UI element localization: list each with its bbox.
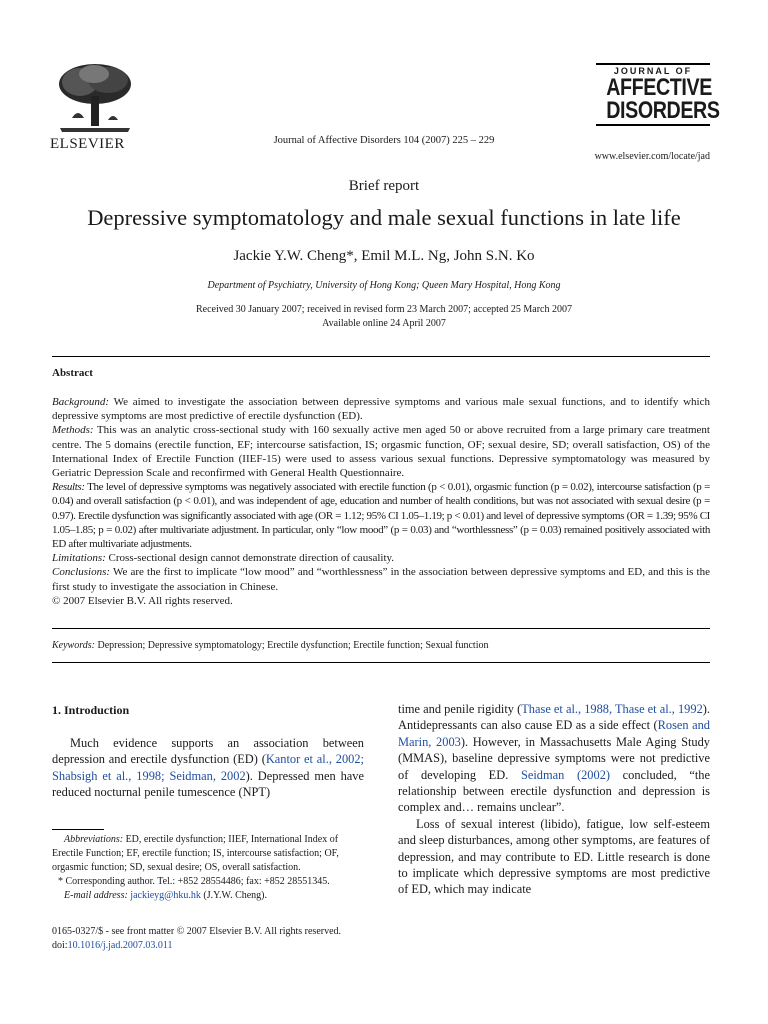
article-title: Depressive symptomatology and male sexual functions in late life — [87, 205, 681, 230]
journal-logo-line1: AFFECTIVE — [606, 74, 712, 101]
methods-text: This was an analytic cross-sectional study with 160 sexually active men aged 50 or above recruited from a large primary care treatment centre. The 5 domains (erectile function, EF; intercourse satisfaction, IS; orgasmic function, OF; sexual desire, SD; overall satisfaction, OS) of the International Index of Erectile Function (IIEF-15) were used to assess various sexual functions. Depressive symptomatology was measured by Geriatric Depression Scale and reconfirmed with General Health Questionnaire. — [52, 424, 710, 480]
journal-logo-top: JOURNAL OF — [613, 66, 693, 76]
journal-logo — [596, 63, 720, 126]
limitations-text: Cross-sectional design cannot demonstrate direction of causality. — [105, 552, 395, 565]
keywords-bottom-divider — [52, 662, 710, 663]
intro-text: concluded, “the relationship between erectile dysfunction and depression is complex and… remains unclear”. — [398, 767, 710, 815]
intro-text: ). However, in Massachusetts Male Aging Study (MMAS), baseline depressive symptoms were not predictive of developing ED. — [398, 734, 710, 782]
conclusions-text: We are the first to implicate “low mood” and “worthlessness” in the association between depressive symptoms and ED, and this is the first study to investigate the association in Chinese. — [52, 566, 710, 593]
article-type: Brief report — [348, 178, 420, 194]
author-names-rest: , Emil M.L. Ng, John S.N. Ko — [353, 248, 535, 264]
abstract-heading: Abstract — [52, 367, 93, 379]
intro-paragraph-1-continued — [398, 701, 710, 816]
journal-url[interactable]: www.elsevier.com/locate/jad — [594, 151, 710, 162]
results-label: Results: — [52, 481, 85, 494]
elsevier-tree-icon — [50, 60, 140, 135]
conclusions-label: Conclusions: — [52, 566, 111, 579]
publisher-name: ELSEVIER — [50, 136, 125, 152]
background-label: Background: — [52, 396, 110, 408]
abstract-limitations — [52, 551, 710, 565]
right-column — [398, 701, 710, 898]
citation-link[interactable]: Thase et al., 1988, Thase et al., 1992 — [521, 702, 703, 716]
footnote-divider — [52, 829, 104, 830]
background-text: We aimed to investigate the association between depressive symptoms and various male sexual functions, and to identify which depressive symptoms are most predictive of erectile dysfunction (ED). — [52, 396, 710, 423]
left-column — [52, 735, 364, 801]
received-dates: Received 30 January 2007; received in revised form 23 March 2007; accepted 25 March 2007 — [196, 304, 572, 315]
corresponding-author-footnote: * Corresponding author. Tel.: +852 28554486; fax: +852 28551345. — [58, 876, 330, 887]
citation-link[interactable]: Rosen and Marin, 2003 — [398, 718, 710, 749]
keywords-top-divider — [52, 628, 710, 629]
methods-label: Methods: — [52, 424, 94, 437]
abstract-conclusions — [52, 565, 710, 593]
footnotes — [52, 833, 364, 903]
citation-link[interactable]: Kantor et al., 2002; Shabsigh et al., 1998; Seidman, 2002 — [52, 752, 364, 783]
doi-link[interactable]: 10.1016/j.jad.2007.03.011 — [67, 940, 173, 951]
section-heading-introduction: 1. Introduction — [52, 703, 130, 717]
keywords — [52, 640, 710, 651]
doi-line — [52, 939, 382, 953]
issn-line: 0165-0327/$ - see front matter © 2007 Elsevier B.V. All rights reserved. — [52, 926, 342, 937]
email-link[interactable]: jackieyg@hku.hk — [130, 890, 201, 901]
abstract-body — [52, 395, 710, 608]
corresponding-mark[interactable]: * — [346, 248, 354, 264]
journal-logo-line2: DISORDERS — [606, 97, 720, 124]
author-list — [0, 248, 768, 265]
abbreviations-label: Abbreviations: — [64, 834, 124, 845]
journal-citation: Journal of Affective Disorders 104 (2007) 225 – 229 — [273, 135, 495, 146]
doi-label: doi: — [52, 940, 68, 951]
limitations-label: Limitations: — [52, 552, 106, 565]
abbreviations-footnote — [52, 833, 364, 875]
intro-text: Much evidence supports an association between depression and erectile dysfunction (ED) ( — [52, 736, 364, 767]
keywords-label: Keywords: — [52, 640, 95, 651]
email-suffix: (J.Y.W. Cheng). — [200, 890, 268, 901]
intro-paragraph-1-start — [52, 735, 364, 801]
abbreviations-text: ED, erectile dysfunction; IIEF, International Index of Erectile Function; EF, erectile function; IS, intercourse satisfaction; OF, orgasmic function; SD, sexual desire; OS, overall satisfaction. — [52, 834, 339, 873]
intro-text: time and penile rigidity ( — [398, 702, 522, 716]
abstract-copyright: © 2007 Elsevier B.V. All rights reserved. — [52, 594, 233, 607]
intro-text: ). Antidepressants can also cause ED as a side effect ( — [398, 702, 710, 733]
keywords-text: Depression; Depressive symptomatology; Erectile dysfunction; Erectile function; Sexual function — [94, 640, 489, 651]
author-name[interactable]: Jackie Y.W. Cheng — [233, 248, 347, 264]
affiliation: Department of Psychiatry, University of Hong Kong; Queen Mary Hospital, Hong Kong — [207, 280, 561, 291]
results-text: The level of depressive symptoms was negatively associated with erectile function (p < 0.01), orgasmic function (p = 0.02), intercourse satisfaction (p = 0.04) and overall satisfaction (p < 0.01), and was independent of age, education and number of health conditions, but was not associated with sexual desire (p = 0.97). Erectile dysfunction was significantly associated with age (OR = 1.12; 95% CI 1.05–1.19; p < 0.01) and level of depressive symptoms (OR = 1.39; 95% CI 1.05–1.85; p = 0.02) after multivariate adjustment. In particular, only “low mood” (p = 0.03) and “worthlessness” (p = 0.03) remained positively associated with ED after multivariate adjustments. — [52, 481, 710, 551]
intro-paragraph-2: Loss of sexual interest (libido), fatigue, low self-esteem and sleep disturbances, among other symptoms, are features of depression, and may contribute to ED. Little research is done to implicate which depressive symptoms are most predictive of ED, which may indicate — [398, 816, 710, 897]
citation-link[interactable]: Seidman (2002) — [520, 767, 611, 782]
available-online: Available online 24 April 2007 — [322, 318, 446, 329]
intro-text: ). Depressed men have reduced nocturnal penile tumescence (NPT) — [52, 768, 364, 800]
abstract-top-divider — [52, 356, 710, 357]
abstract-background — [52, 395, 710, 423]
abstract-results — [52, 480, 710, 551]
email-label: E-mail address: — [64, 890, 128, 901]
front-matter — [52, 925, 382, 953]
abstract-methods — [52, 423, 710, 480]
email-footnote — [52, 889, 364, 903]
